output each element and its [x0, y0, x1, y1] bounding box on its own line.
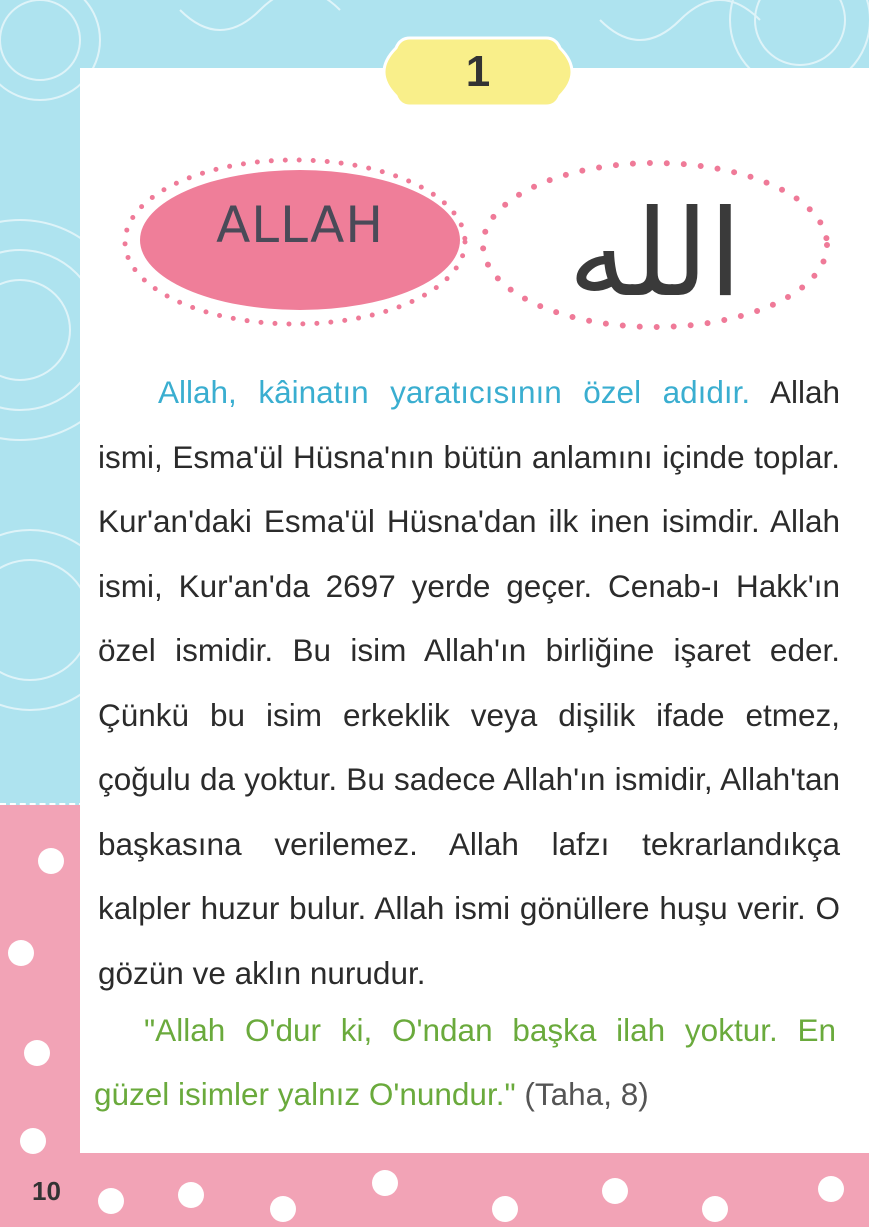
polka-dot: [98, 1188, 124, 1214]
polka-dot: [178, 1182, 204, 1208]
chapter-number: 1: [465, 47, 491, 96]
polka-dot: [24, 1040, 50, 1066]
polka-dot: [8, 940, 34, 966]
calligraphy-frame: [475, 155, 835, 335]
polka-dot: [702, 1196, 728, 1222]
quote-reference: (Taha, 8): [515, 1076, 649, 1112]
polka-dot: [818, 1176, 844, 1202]
verse-quote: [94, 998, 836, 1126]
body-paragraph: [98, 360, 840, 1005]
polka-dot: [20, 1128, 46, 1154]
body-text: Allah ismi, Esma'ül Hüsna'nın bütün anlamını içinde toplar. Kur'an'daki Esma'ül Hüsna'dan ilk inen isimdir. Allah ismi, Kur'an'da 2697 yerde geçer. Cenab-ı Hakk'ın özel ismidir. Bu isim Allah'ın birliğine işaret eder. Çünkü bu isim erkeklik veya dişilik ifade etmez, çoğulu da yoktur. Bu sadece Allah'ın ismidir, Allah'tan başkasına verilemez. Allah lafzı tekrarlandıkça kalpler huzur bulur. Allah ismi gönüllere huşu verir. O gözün ve aklın nurudur.: [98, 374, 840, 991]
polka-dot: [270, 1196, 296, 1222]
body-highlight: Allah, kâinatın yaratıcısının özel adıdır.: [158, 374, 751, 410]
polka-dot: [38, 848, 64, 874]
page-number: 10: [32, 1176, 61, 1206]
polka-dot: [372, 1170, 398, 1196]
title-latin: ALLAH: [216, 196, 384, 254]
title-arabic: الله: [568, 185, 742, 324]
polka-dot: [602, 1178, 628, 1204]
polka-dot: [492, 1196, 518, 1222]
quote-text: "Allah O'dur ki, O'ndan başka ilah yoktur. En güzel isimler yalnız O'nundur.": [94, 1012, 836, 1112]
